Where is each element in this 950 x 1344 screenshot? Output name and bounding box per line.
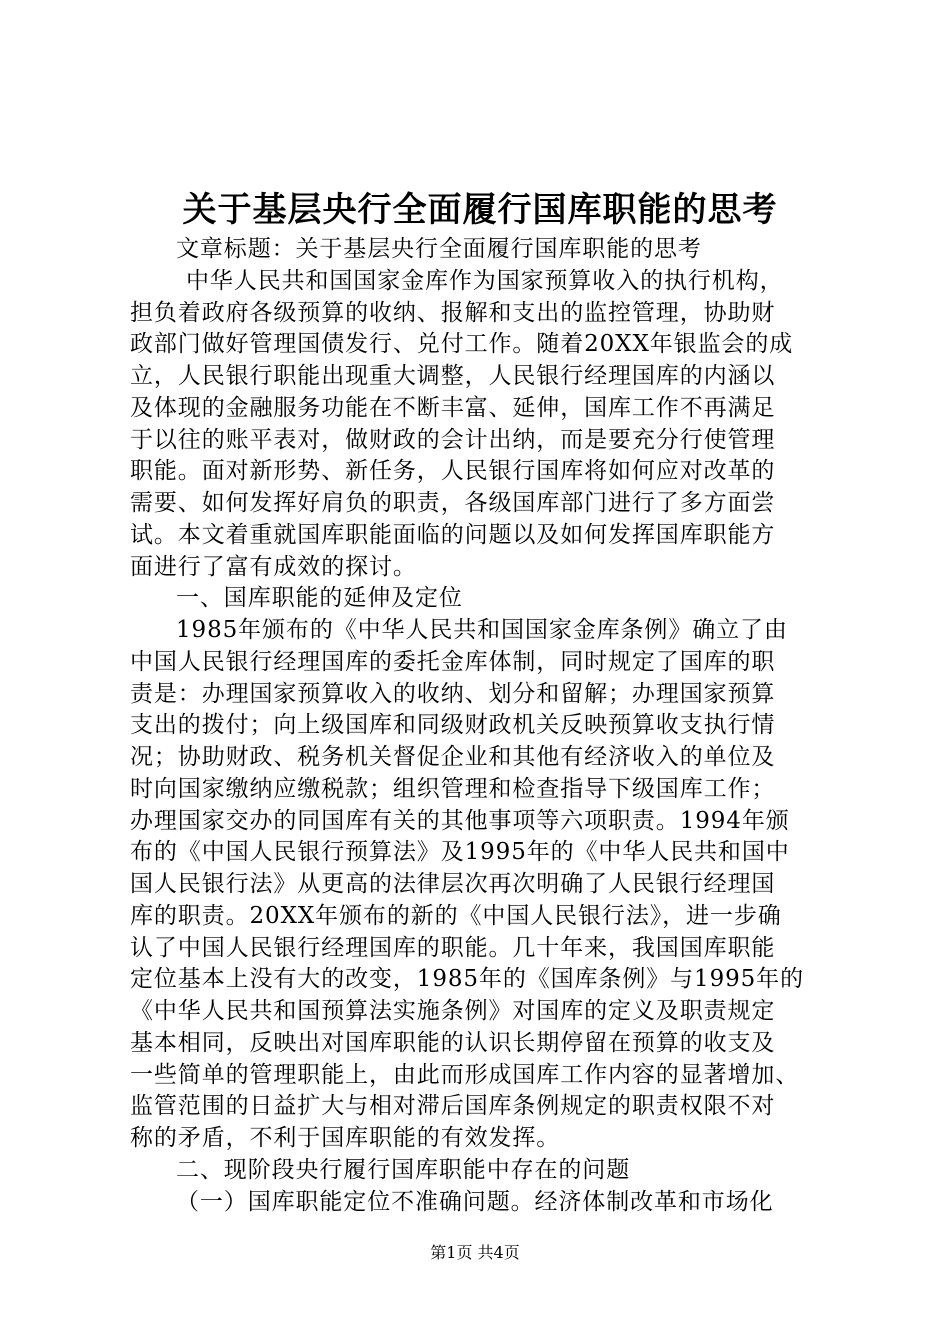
paragraph-line: 国人民银行法》从更高的法律层次再次明确了人民银行经理国 xyxy=(130,871,776,897)
page-footer: 第1页 共4页 xyxy=(430,1243,520,1262)
paragraph-line: 立，人民银行职能出现重大调整，人民银行经理国库的内涵以 xyxy=(130,363,776,389)
paragraph-line: 一些简单的管理职能上，由此而形成国库工作内容的显著增加、 xyxy=(130,1061,800,1088)
paragraph-line: 担负着政府各级预算的收纳、报解和支出的监控管理，协助财 xyxy=(130,299,776,326)
paragraph-line: 及体现的金融服务功能在不断丰富、延伸，国库工作不再满足 xyxy=(130,394,776,421)
section-heading-2: 二、现阶段央行履行国库职能中存在的问题 xyxy=(176,1156,631,1183)
paragraph-line: 政部门做好管理国债发行、兑付工作。随着20XX年银监会的成 xyxy=(130,331,794,358)
paragraph-line: 布的《中国人民银行预算法》及1995年的《中华人民共和国中 xyxy=(130,839,790,866)
paragraph-line: 需要、如何发挥好肩负的职责，各级国库部门进行了多方面尝 xyxy=(130,490,776,516)
paragraph-line: 监管范围的日益扩大与相对滞后国库条例规定的职责权限不对 xyxy=(130,1093,776,1120)
section-heading-1: 一、国库职能的延伸及定位 xyxy=(176,585,463,612)
paragraph-line: 称的矛盾，不利于国库职能的有效发挥。 xyxy=(130,1125,561,1151)
paragraph-line: 办理国家交办的同国库有关的其他事项等六项职责。1994年颁 xyxy=(130,807,790,834)
paragraph-line: 于以往的账平表对，做财政的会计出纳，而是要充分行使管理 xyxy=(130,426,776,453)
paragraph-line: 面进行了富有成效的探讨。 xyxy=(130,553,417,580)
paragraph-line: 中华人民共和国国家金库作为国家预算收入的执行机构， xyxy=(186,267,784,294)
document-title: 关于基层央行全面履行国库职能的思考 xyxy=(182,190,778,230)
article-title-line: 文章标题：关于基层央行全面履行国库职能的思考 xyxy=(176,236,702,262)
subsection-line: （一）国库职能定位不准确问题。经济体制改革和市场化 xyxy=(176,1188,774,1215)
paragraph-line: 库的职责。20XX年颁布的新的《中国人民银行法》，进一步确 xyxy=(130,902,782,929)
paragraph-line: 《中华人民共和国预算法实施条例》对国库的定义及职责规定 xyxy=(130,998,776,1024)
paragraph-line: 认了中国人民银行经理国库的职能。几十年来，我国国库职能 xyxy=(130,934,776,961)
paragraph-line: 中国人民银行经理国库的委托金库体制，同时规定了国库的职 xyxy=(130,648,776,675)
paragraph-line: 1985年颁布的《中华人民共和国国家金库条例》确立了由 xyxy=(176,617,788,643)
paragraph-line: 试。本文着重就国库职能面临的问题以及如何发挥国库职能方 xyxy=(130,521,776,548)
paragraph-line: 基本相同，反映出对国库职能的认识长期停留在预算的收支及 xyxy=(130,1029,776,1056)
paragraph-line: 时向国家缴纳应缴税款；组织管理和检查指导下级国库工作； xyxy=(130,775,776,802)
paragraph-line: 支出的拨付；向上级国库和同级财政机关反映预算收支执行情 xyxy=(130,712,776,739)
paragraph-line: 责是：办理国家预算收入的收纳、划分和留解；办理国家预算 xyxy=(130,680,776,707)
paragraph-line: 况；协助财政、税务机关督促企业和其他有经济收入的单位及 xyxy=(130,744,776,770)
paragraph-line: 定位基本上没有大的改变，1985年的《国库条例》与1995年的 xyxy=(130,966,804,993)
paragraph-line: 职能。面对新形势、新任务，人民银行国库将如何应对改革的 xyxy=(130,458,776,485)
document-body xyxy=(130,234,850,1218)
